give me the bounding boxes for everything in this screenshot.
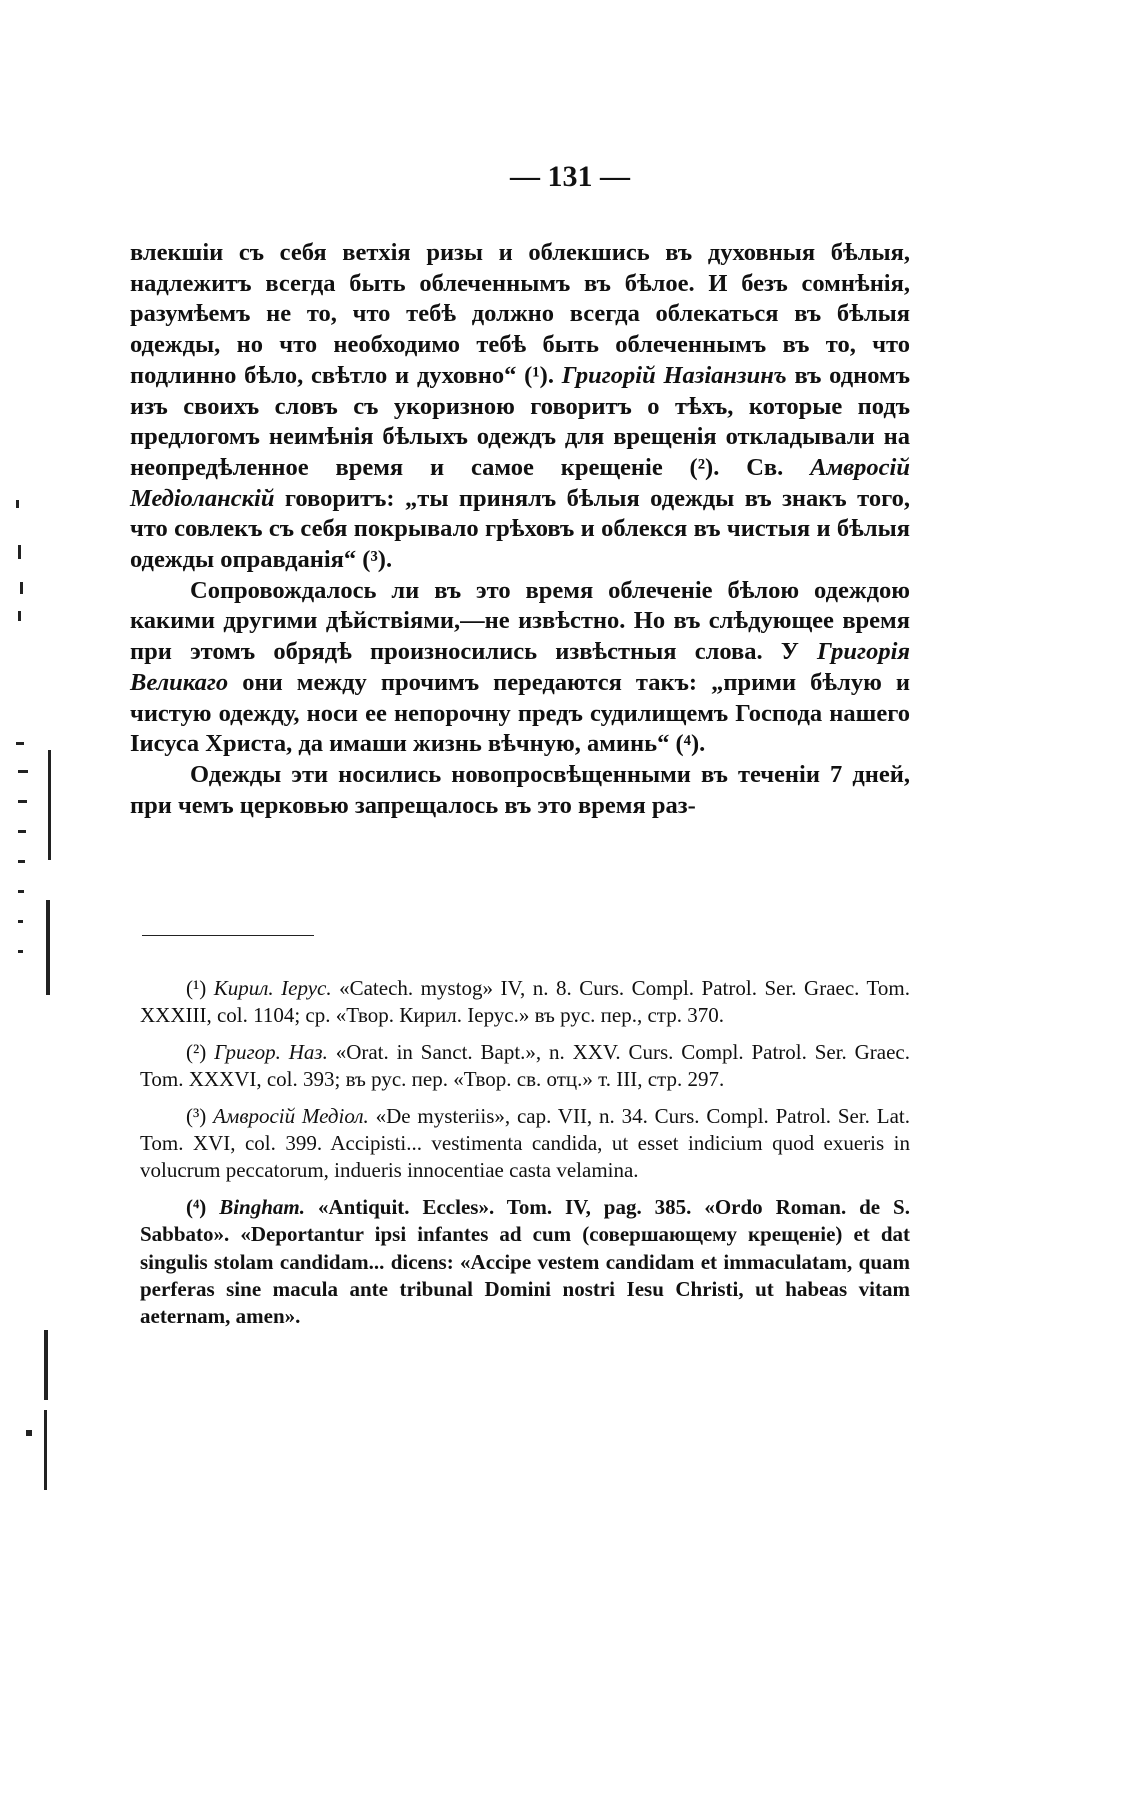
- text-run: (¹): [186, 976, 214, 1000]
- footnote-separator: [142, 935, 314, 936]
- text-run: (⁴): [186, 1194, 220, 1219]
- italic-name: Bingham.: [219, 1194, 306, 1219]
- scan-mark: [18, 860, 25, 863]
- scan-mark: [18, 890, 24, 893]
- scan-mark: [44, 1330, 48, 1400]
- scan-mark: [18, 920, 23, 923]
- italic-name: Григорiя Великаго: [130, 638, 910, 696]
- scan-mark: [48, 750, 51, 860]
- scan-mark: [18, 830, 26, 833]
- footnote: [140, 1194, 910, 1331]
- text-run: Одежды эти носились новопросвѣщенными въ теченiи 7 дней, при чемъ церковью запрещалось въ это время раз-: [130, 760, 910, 819]
- text-run: говоритъ: „ты принялъ бѣлыя одежды въ знакъ того, что совлекъ съ себя покрывало грѣховъ и облекся въ чистыя и бѣлыя одежды оправданiя“ (³).: [130, 484, 910, 574]
- scan-mark: [18, 950, 23, 953]
- scan-mark: [26, 1430, 32, 1436]
- text-run: Сопровождалось ли въ это время облеченiе бѣлою одеждою какими другими дѣйствiями,—не извѣстно. Но въ слѣдующее время при этомъ обрядѣ произносились извѣстныя слова. У: [130, 576, 910, 666]
- text-run: въ одномъ изъ своихъ словъ съ укоризною говоритъ о тѣхъ, которые подъ предлогомъ неимѣнiя бѣлыхъ одеждъ для врещенiя откладывали на неопредѣленное время и самое крещенiе (²). Св.: [130, 361, 910, 481]
- italic-name: Григор. Наз.: [214, 1039, 328, 1064]
- italic-name: Кирил. Iерус.: [213, 976, 332, 1000]
- page-number: — 131 —: [510, 160, 630, 193]
- text-run: «Orat. in Sanct. Bapt.», n. XXV. Curs. Compl. Patrol. Ser. Graec. Tom. XXXVI, col. 393; въ рус. пер. «Твор. св. отц.» т. III, стр. 297.: [140, 1039, 910, 1092]
- paragraph: [130, 576, 910, 760]
- scan-mark: [46, 900, 50, 995]
- scan-mark: [20, 582, 23, 594]
- paragraph: [130, 238, 910, 576]
- scan-mark: [16, 500, 19, 508]
- text-run: (³): [186, 1103, 214, 1128]
- text-run: «De mysteriis», cap. VII, n. 34. Curs. Compl. Patrol. Ser. Lat. Tom. XVI, col. 399. Accipisti... vestimenta candida, ut esset indicium quod exueris in volucrum peccatorum, indueris innocentiae casta velamina.: [140, 1103, 910, 1183]
- main-text: [130, 238, 910, 821]
- italic-name: Амвросiй Медiол.: [213, 1103, 369, 1128]
- text-run: влекшiи съ себя ветхiя ризы и облекшись въ духовныя бѣлыя, надлежитъ всегда быть облеченнымъ въ бѣлое. И безъ сомнѣнiя, разумѣемъ не то, что тебѣ должно всегда облекаться въ бѣлыя одежды, но что необходимо тебѣ быть облеченнымъ въ то, что подлинно бѣло, свѣтло и духовно“ (¹).: [130, 239, 910, 389]
- text-run: они между прочимъ передаются такъ: „прими бѣлую и чистую одежду, носи ее непорочну предъ судилищемъ Господа нашего Iисуса Христа, да имаши жизнь вѣчную, аминь“ (⁴).: [130, 668, 910, 758]
- footnote: [140, 975, 910, 1030]
- text-run: «Antiquit. Eccles». Tom. IV, pag. 385. «Ordo Roman. de S. Sabbato». «Deportantur ipsi infantes ad cum (совершающему крещенiе) et dat singulis stolam candidam... dicens: «Accipe vestem candidam et immaculatam, quam perferas sine macula ante tribunal Domini nostri Iesu Christi, ut habeas vitam aeternam, amen».: [140, 1194, 910, 1329]
- italic-name: Григорiй Назiанзинъ: [561, 361, 787, 389]
- footnote: [140, 1039, 910, 1094]
- text-run: «Catech. mystog» IV, n. 8. Curs. Compl. Patrol. Ser. Graec. Tom. XXXIII, col. 1104; ср. «Твор. Кирил. Iерус.» въ рус. пер., стр. 370.: [140, 976, 910, 1028]
- scan-mark: [18, 611, 21, 621]
- footnotes: [140, 975, 910, 1340]
- paragraph: [130, 760, 910, 821]
- scan-mark: [16, 742, 24, 745]
- footnote: [140, 1103, 910, 1185]
- scan-mark: [18, 545, 21, 559]
- scan-mark: [44, 1410, 47, 1490]
- scan-mark: [18, 770, 28, 773]
- italic-name: Амвросiй Медiоланскiй: [130, 453, 910, 512]
- scan-mark: [18, 800, 27, 803]
- text-run: (²): [186, 1039, 215, 1064]
